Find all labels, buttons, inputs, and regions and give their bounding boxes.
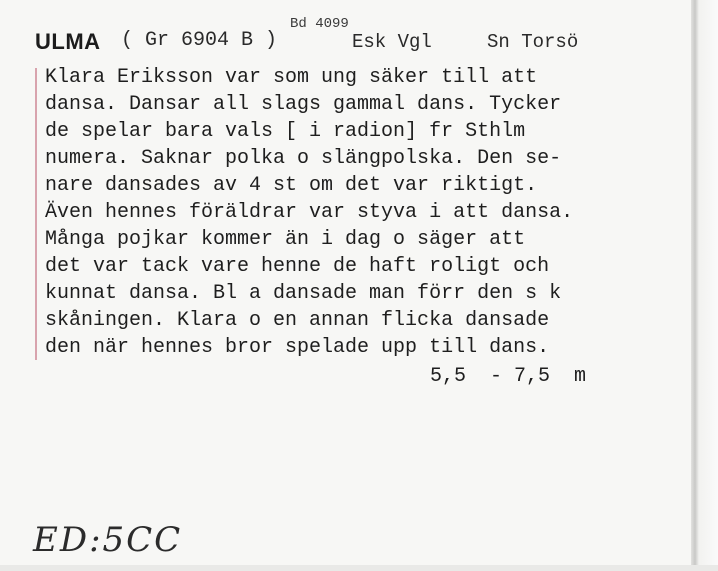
text-line: Många pojkar kommer än i dag o säger att [45, 228, 526, 251]
handwritten-code: ED:5CC [33, 520, 183, 560]
margin-line [35, 68, 37, 360]
text-line: nare dansades av 4 st om det var riktigt. [45, 174, 538, 197]
measurement-range: 5,5 - 7,5 m [430, 365, 587, 388]
text-line: de spelar bara vals [ i radion] fr Sthlm [45, 120, 526, 143]
parish-name: Sn Torsö [487, 31, 579, 53]
text-line: Klara Eriksson var som ung säker till att [45, 66, 538, 89]
text-line: dansa. Dansar all slags gammal dans. Tycker [45, 93, 562, 116]
accession-number: ( Gr 6904 B ) [121, 29, 278, 52]
text-line: den när hennes bror spelade upp till dans. [45, 336, 550, 359]
text-line: Även hennes föräldrar var styva i att dansa. [45, 201, 574, 224]
text-line: kunnat dansa. Bl a dansade man förr den s k [45, 282, 562, 305]
place-name: Esk Vgl [352, 31, 432, 53]
text-line: numera. Saknar polka o slängpolska. Den se- [45, 147, 562, 170]
archive-name: ULMA [35, 29, 101, 54]
text-line: skåningen. Klara o en annan flicka dansade [45, 309, 550, 332]
card-edge-shadow [691, 0, 718, 571]
volume-number: Bd 4099 [290, 16, 349, 32]
text-line: det var tack vare henne de haft roligt och [45, 255, 550, 278]
card-bottom-edge [0, 565, 718, 571]
record-text [45, 64, 573, 361]
